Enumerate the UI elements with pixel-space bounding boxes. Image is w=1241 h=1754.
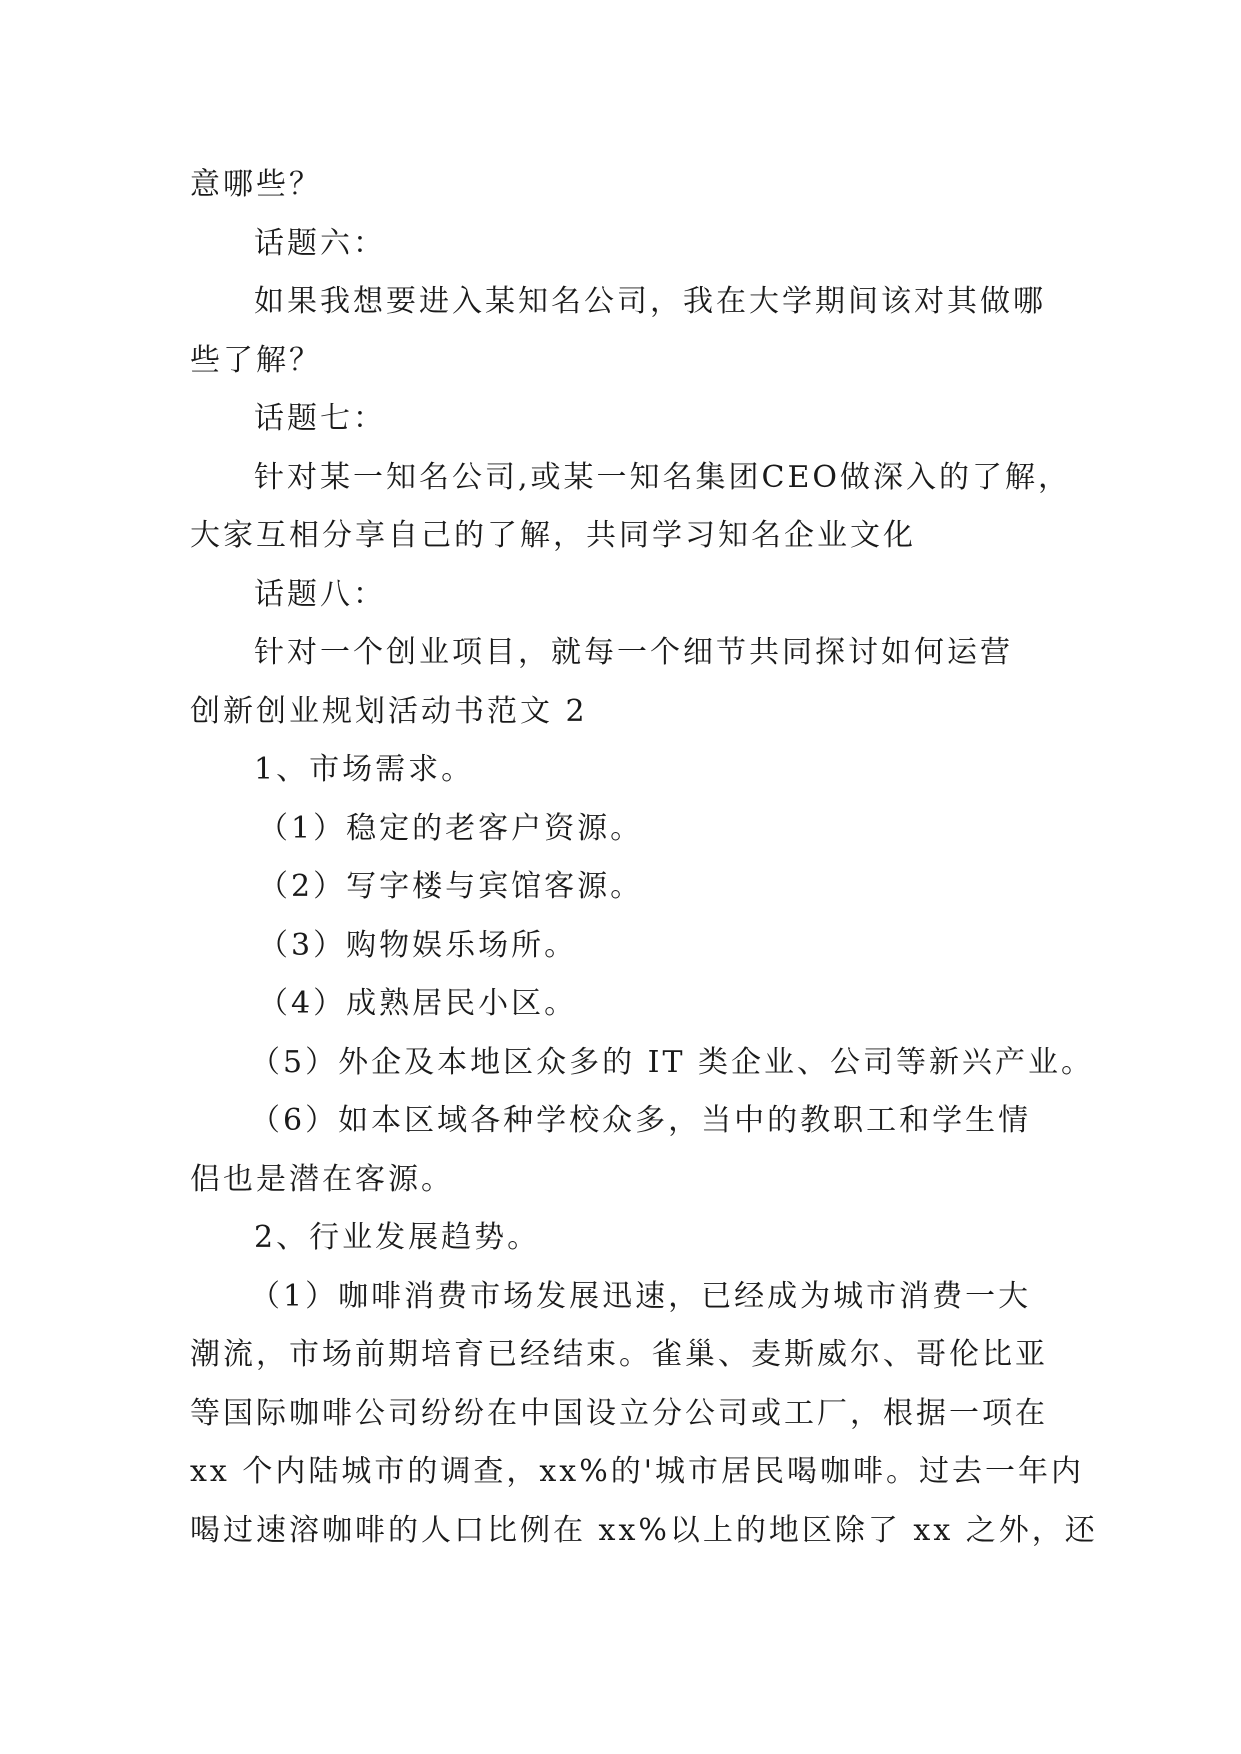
text-line: （3）购物娱乐场所。 (258, 927, 578, 963)
text-line: 如果我想要进入某知名公司，我在大学期间该对其做哪 (254, 284, 1046, 319)
text-line: 2、行业发展趋势。 (254, 1220, 541, 1255)
text-line: 话题八： (254, 576, 386, 612)
text-line: （4）成熟居民小区。 (258, 986, 578, 1021)
text-line: （1）稳定的老客户资源。 (258, 810, 644, 846)
text-line: 针对一个创业项目，就每一个细节共同探讨如何运营 (254, 635, 1013, 670)
text-line: 意哪些？ (190, 167, 322, 202)
text-line: 大家互相分享自己的了解，共同学习知名企业文化 (190, 518, 916, 553)
text-line: 侣也是潜在客源。 (190, 1161, 454, 1197)
text-line: 喝过速溶咖啡的人口比例在 xx%以上的地区除了 xx 之外，还 (190, 1512, 1098, 1548)
text-line: 潮流，市场前期培育已经结束。雀巢、麦斯威尔、哥伦比亚 (190, 1337, 1048, 1372)
text-line: （1）咖啡消费市场发展迅速，已经成为城市消费一大 (250, 1278, 1032, 1314)
text-line: （2）写字楼与宾馆客源。 (258, 869, 644, 904)
text-line: 针对某一知名公司,或某一知名集团CEO做深入的了解， (254, 459, 1071, 495)
text-line: 1、市场需求。 (254, 752, 475, 787)
text-line: 些了解？ (190, 342, 322, 378)
text-line: （5）外企及本地区众多的 IT 类企业、公司等新兴产业。 (250, 1044, 1095, 1080)
text-line: （6）如本区域各种学校众多，当中的教职工和学生情 (250, 1103, 1032, 1138)
text-line: xx 个内陆城市的调查，xx%的'城市居民喝咖啡。过去一年内 (190, 1454, 1084, 1489)
text-line: 话题七： (254, 401, 386, 436)
document-body (190, 156, 1098, 1560)
text-line: 等国际咖啡公司纷纷在中国设立分公司或工厂，根据一项在 (190, 1395, 1048, 1431)
text-line: 创新创业规划活动书范文 2 (190, 693, 588, 729)
text-line: 话题六： (254, 225, 386, 261)
